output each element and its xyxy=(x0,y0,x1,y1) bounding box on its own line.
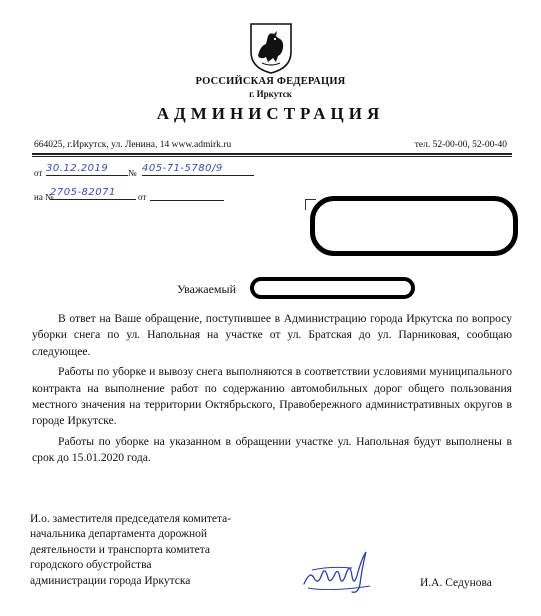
signatory-title-line: И.о. заместителя председателя комитета- xyxy=(30,513,232,525)
greeting: Уважаемый xyxy=(177,282,236,296)
country-name: РОССИЙСКАЯ ФЕДЕРАЦИЯ xyxy=(195,76,346,87)
signatory-title xyxy=(30,512,231,589)
coat-of-arms-icon xyxy=(248,22,294,74)
body-paragraph: В ответ на Ваше обращение, поступившее в Администрацию города Иркутска по вопросу уборки снега по ул. Напольная на участке от ул. Братская до ул. Парниковая, сообщаю следующее. xyxy=(32,312,512,358)
signatory-title-line: городского обустройства xyxy=(30,559,152,572)
number-label: № xyxy=(128,168,137,178)
reference-number-label: на № xyxy=(34,192,54,202)
letterhead-divider-thick xyxy=(32,153,512,155)
outgoing-number: 405-71-5780/9 xyxy=(142,163,254,176)
letterhead-title: АДМИНИСТРАЦИЯ xyxy=(156,104,385,123)
letter-body xyxy=(32,311,512,471)
outgoing-date: 30.12.2019 xyxy=(46,163,128,176)
letterhead-address: 664025, г.Иркутск, ул. Ленина, 14 www.admirk.ru xyxy=(34,140,232,150)
letterhead-phones: тел. 52-00-00, 52-00-40 xyxy=(414,140,507,150)
reference-number: 2705-82071 xyxy=(50,187,136,200)
signatory-name: И.А. Седунова xyxy=(420,577,492,589)
reference-date xyxy=(150,188,224,201)
redacted-addressee xyxy=(310,196,518,256)
signatory-title-line: начальника департамента дорожной xyxy=(30,528,208,541)
signatory-title-line: деятельности и транспорта комитета xyxy=(30,543,211,556)
city-name: г. Иркутск xyxy=(249,89,292,99)
redacted-name xyxy=(250,277,415,299)
date-label: от xyxy=(34,168,43,178)
handwritten-signature xyxy=(300,548,386,596)
body-paragraph: Работы по уборке и вывозу снега выполняются в соответствии условиями муниципального контракта на выполнение работ по содержанию автомобильных дорог общего пользования местного значения на территории Октябрьского, Правобережного административных округов в городе Иркутске. xyxy=(32,365,512,428)
letterhead-divider-thin xyxy=(32,156,512,157)
body-paragraph: Работы по уборке на указанном в обращении участке ул. Напольная будут выполнены в срок до 15.01.2020 года. xyxy=(32,434,512,465)
signatory-title-line: администрации города Иркутска xyxy=(30,574,191,587)
reference-date-label: от xyxy=(138,192,147,202)
